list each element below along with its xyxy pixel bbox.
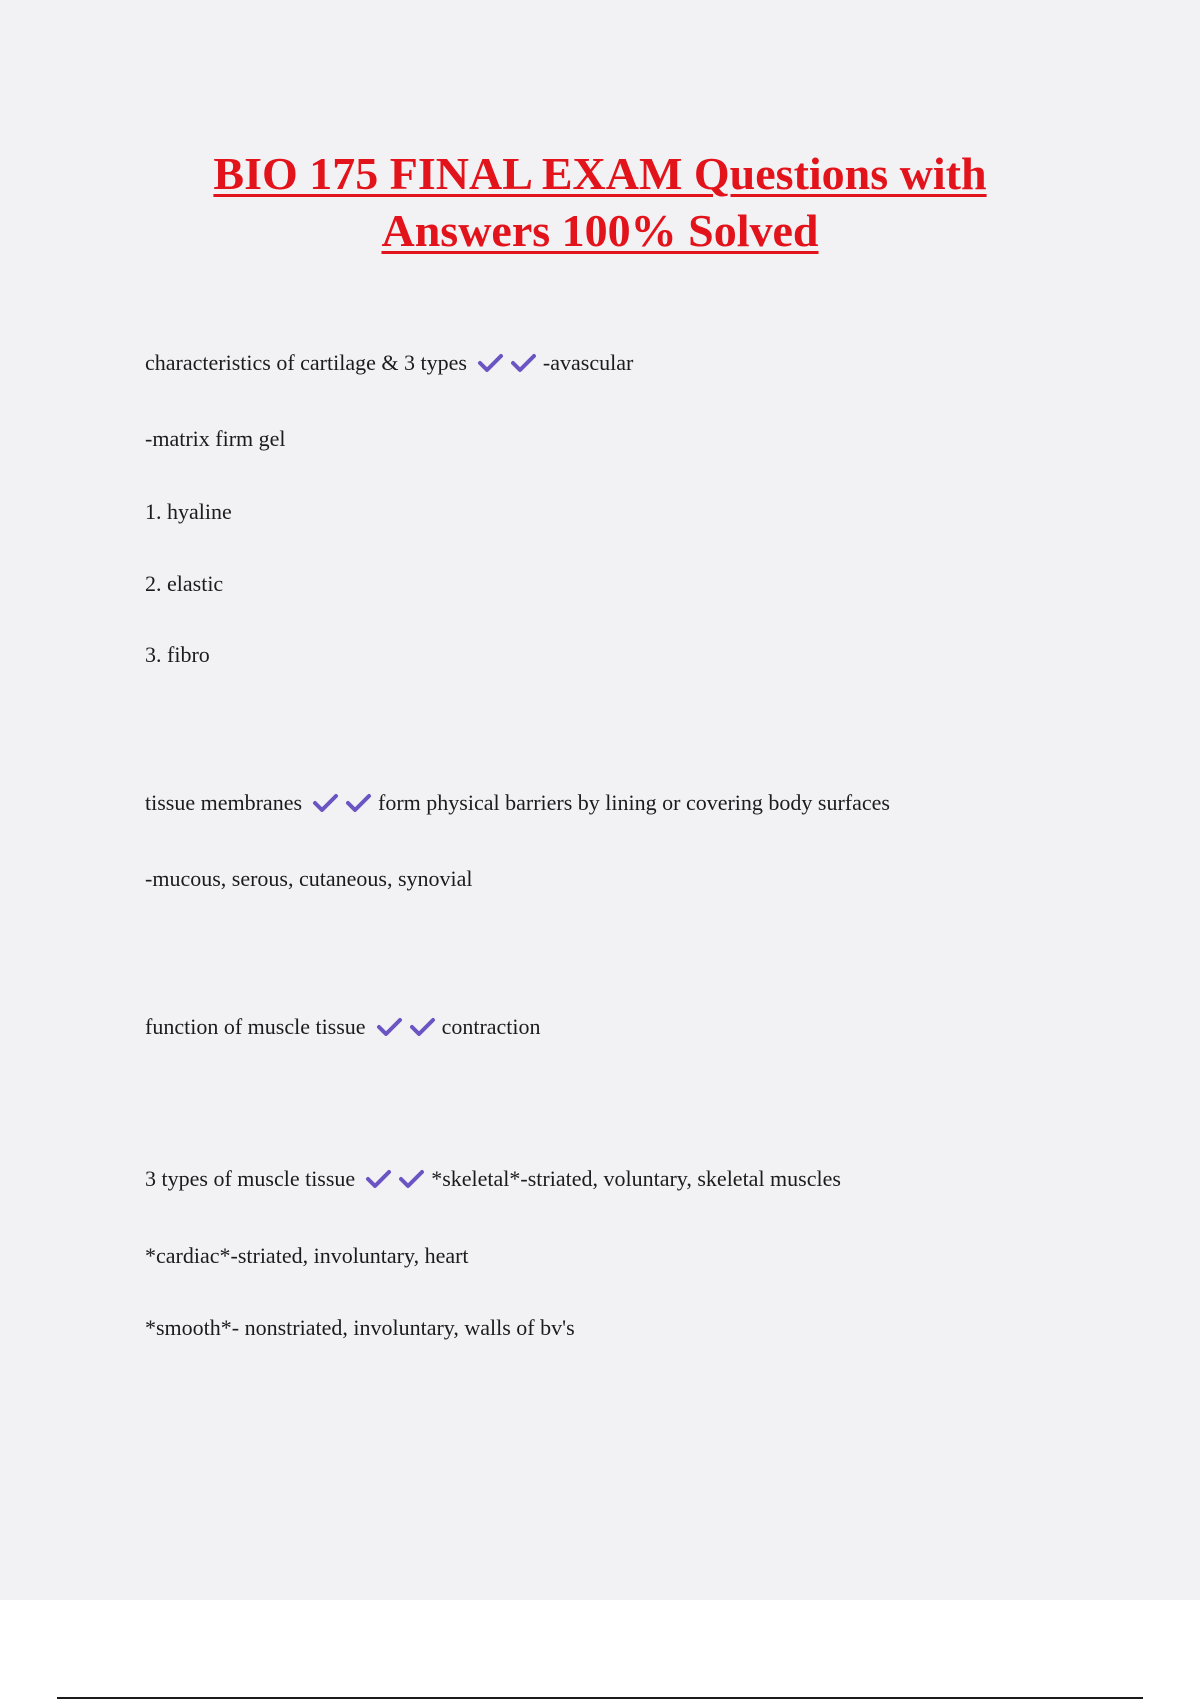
check-icon (409, 1016, 436, 1038)
answer-line: *smooth*- nonstriated, involuntary, walls of bv's (145, 1315, 575, 1340)
check-icon (365, 1168, 392, 1190)
question-text: function of muscle tissue (145, 1014, 366, 1039)
answer-line: -mucous, serous, cutaneous, synovial (145, 866, 473, 891)
check-icon (376, 1016, 403, 1038)
answer-text: *skeletal*-striated, voluntary, skeletal muscles (431, 1166, 841, 1191)
answer-line: 2. elastic (145, 571, 224, 596)
question-line (145, 350, 633, 376)
answer-line: 1. hyaline (145, 499, 232, 524)
answer-line: 3. fibro (145, 642, 210, 667)
answer-text: form physical barriers by lining or covering body surfaces (378, 790, 890, 815)
check-icon (510, 352, 537, 374)
question-text: tissue membranes (145, 790, 303, 815)
question-line (145, 790, 890, 816)
page-title (0, 145, 1200, 259)
double-check-mark (477, 352, 537, 374)
page-divider (57, 1697, 1143, 1699)
check-icon (312, 792, 339, 814)
question-text: 3 types of muscle tissue (145, 1166, 356, 1191)
check-icon (477, 352, 504, 374)
answer-text: -avascular (542, 350, 634, 375)
answer-line: -matrix firm gel (145, 426, 286, 451)
question-line (145, 1014, 541, 1040)
check-icon (398, 1168, 425, 1190)
answer-text: contraction (441, 1014, 541, 1039)
title-line-2: Answers 100% Solved (381, 205, 819, 256)
double-check-mark (376, 1016, 436, 1038)
double-check-mark (365, 1168, 425, 1190)
question-line (145, 1166, 841, 1192)
check-icon (345, 792, 372, 814)
title-line-1: BIO 175 FINAL EXAM Questions with (213, 148, 987, 199)
answer-line: *cardiac*-striated, involuntary, heart (145, 1243, 469, 1268)
question-text: characteristics of cartilage & 3 types (145, 350, 467, 375)
double-check-mark (312, 792, 372, 814)
